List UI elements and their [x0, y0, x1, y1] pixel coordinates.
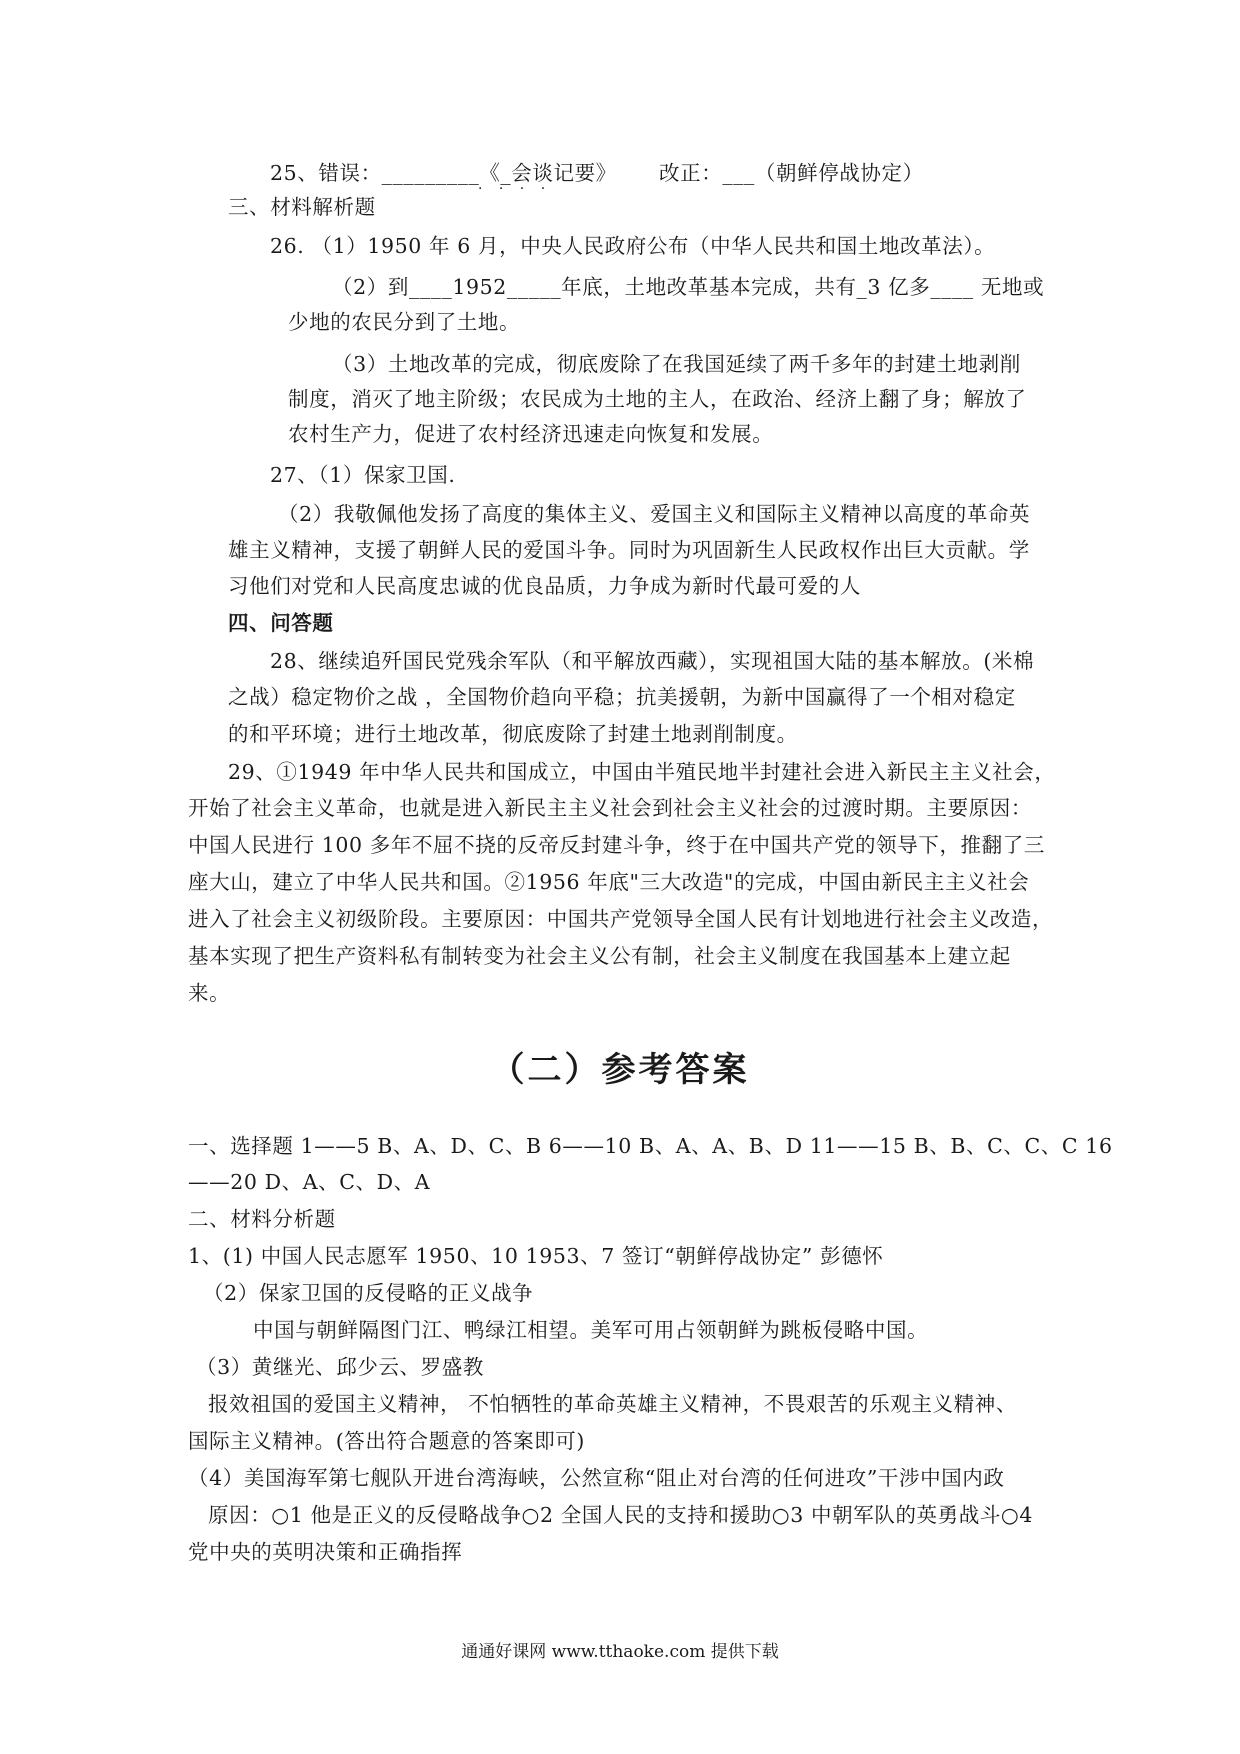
q25-fix: 改正：___（朝鲜停战协定） [659, 161, 924, 185]
q29-line2: 开始了社会主义革命，也就是进入新民主主义社会到社会主义社会的过渡时期。主要原因： [188, 796, 1032, 820]
answer-title: （二）参考答案 [490, 1050, 750, 1090]
answer-q1-part3: （3）黄继光、邱少云、罗盛教 [196, 1355, 484, 1379]
q26-part2-line2: 少地的农民分到了土地。 [288, 310, 521, 334]
section-3-heading: 三、材料解析题 [228, 195, 376, 219]
q25-line [270, 158, 924, 188]
emphasis-dots: · · · · [478, 181, 552, 197]
answer-q1-part2-detail: 中国与朝鲜隔图门江、鸭绿江相望。美军可用占领朝鲜为跳板侵略中国。 [253, 1318, 929, 1342]
answer-q1-part3-line2: 国际主义精神。(答出符合题意的答案即可) [188, 1429, 585, 1453]
q29-line5: 进入了社会主义初级阶段。主要原因：中国共产党领导全国人民有计划地进行社会主义改造， [188, 907, 1054, 931]
section-4-heading: 四、问答题 [228, 611, 334, 635]
q26-part3-line3: 农村生产力，促进了农村经济迅速走向恢复和发展。 [288, 422, 774, 446]
q25-label: 25、错误：_________《_会谈记要》 [270, 161, 617, 185]
answer-q1-part2: （2）保家卫国的反侵略的正义战争 [203, 1281, 534, 1305]
q26-part3-line1: （3）土地改革的完成，彻底废除了在我国延续了两千多年的封建土地剥削 [332, 352, 1021, 376]
q27-part2-line1: （2）我敬佩他发扬了高度的集体主义、爱国主义和国际主义精神以高度的革命英 [278, 502, 1031, 526]
q26-part2-line1: （2）到____1952_____年底，土地改革基本完成，共有_3 亿多____ 无地或 [332, 275, 1045, 299]
q29-line3: 中国人民进行 100 多年不屈不挠的反帝反封建斗争，终于在中国共产党的领导下，推翻了三 [188, 833, 1045, 857]
answer-q1-part4: （4）美国海军第七舰队开进台湾海峡，公然宣称“阻止对台湾的任何进攻”干涉中国内政 [188, 1466, 1005, 1490]
q27-part1: 27、（1）保家卫国. [270, 463, 456, 487]
answer-q1-part4-reasons: 原因：○1 他是正义的反侵略战争○2 全国人民的支持和援助○3 中朝军队的英勇战斗○4 [208, 1503, 1034, 1527]
q29-line7: 来。 [188, 981, 231, 1005]
page-footer: 通通好课网 www.tthaoke.com 提供下载 [461, 1642, 779, 1662]
q29-line1: 29、①1949 年中华人民共和国成立，中国由半殖民地半封建社会进入新民主主义社会， [228, 760, 1056, 784]
answer-choice-line1: 一、选择题 1——5 B、A、D、C、B 6——10 B、A、A、B、D 11——15 B、B、C、C、C 16 [188, 1134, 1113, 1158]
q29-line4: 座大山，建立了中华人民共和国。②1956 年底"三大改造"的完成，中国由新民主主义社会 [188, 870, 1030, 894]
q29-line6: 基本实现了把生产资料私有制转变为社会主义公有制，社会主义制度在我国基本上建立起 [188, 944, 1011, 968]
answer-choice-line2: ——20 D、A、C、D、A [188, 1170, 431, 1194]
q27-part2-line3: 习他们对党和人民高度忠诚的优良品质，力争成为新时代最可爱的人 [228, 574, 861, 598]
q26-part3-line2: 制度，消灭了地主阶级；农民成为土地的主人，在政治、经济上翻了身；解放了 [288, 387, 1027, 411]
q28-line2: 之战）稳定物价之战 ，全国物价趋向平稳；抗美援朝，为新中国赢得了一个相对稳定 [228, 685, 1016, 709]
answer-section-2-heading: 二、材料分析题 [188, 1207, 336, 1231]
answer-q1-part3-line1: 报效祖国的爱国主义精神， 不怕牺牲的革命英雄主义精神，不畏艰苦的乐观主义精神、 [208, 1392, 1017, 1416]
answer-q1-part4-reasons-cont: 党中央的英明决策和正确指挥 [188, 1540, 463, 1564]
q28-line1: 28、继续追歼国民党残余军队（和平解放西藏），实现祖国大陆的基本解放。(米棉 [270, 649, 1035, 673]
answer-q1-part1: 1、(1) 中国人民志愿军 1950、10 1953、7 签订“朝鲜停战协定” 彭德怀 [188, 1244, 884, 1268]
q27-part2-line2: 雄主义精神，支援了朝鲜人民的爱国斗争。同时为巩固新生人民政权作出巨大贡献。学 [228, 538, 1030, 562]
q26-part1: 26. （1）1950 年 6 月，中央人民政府公布（中华人民共和国土地改革法）。 [270, 234, 996, 258]
q28-line3: 的和平环境；进行土地改革，彻底废除了封建土地剥削制度。 [228, 722, 798, 746]
